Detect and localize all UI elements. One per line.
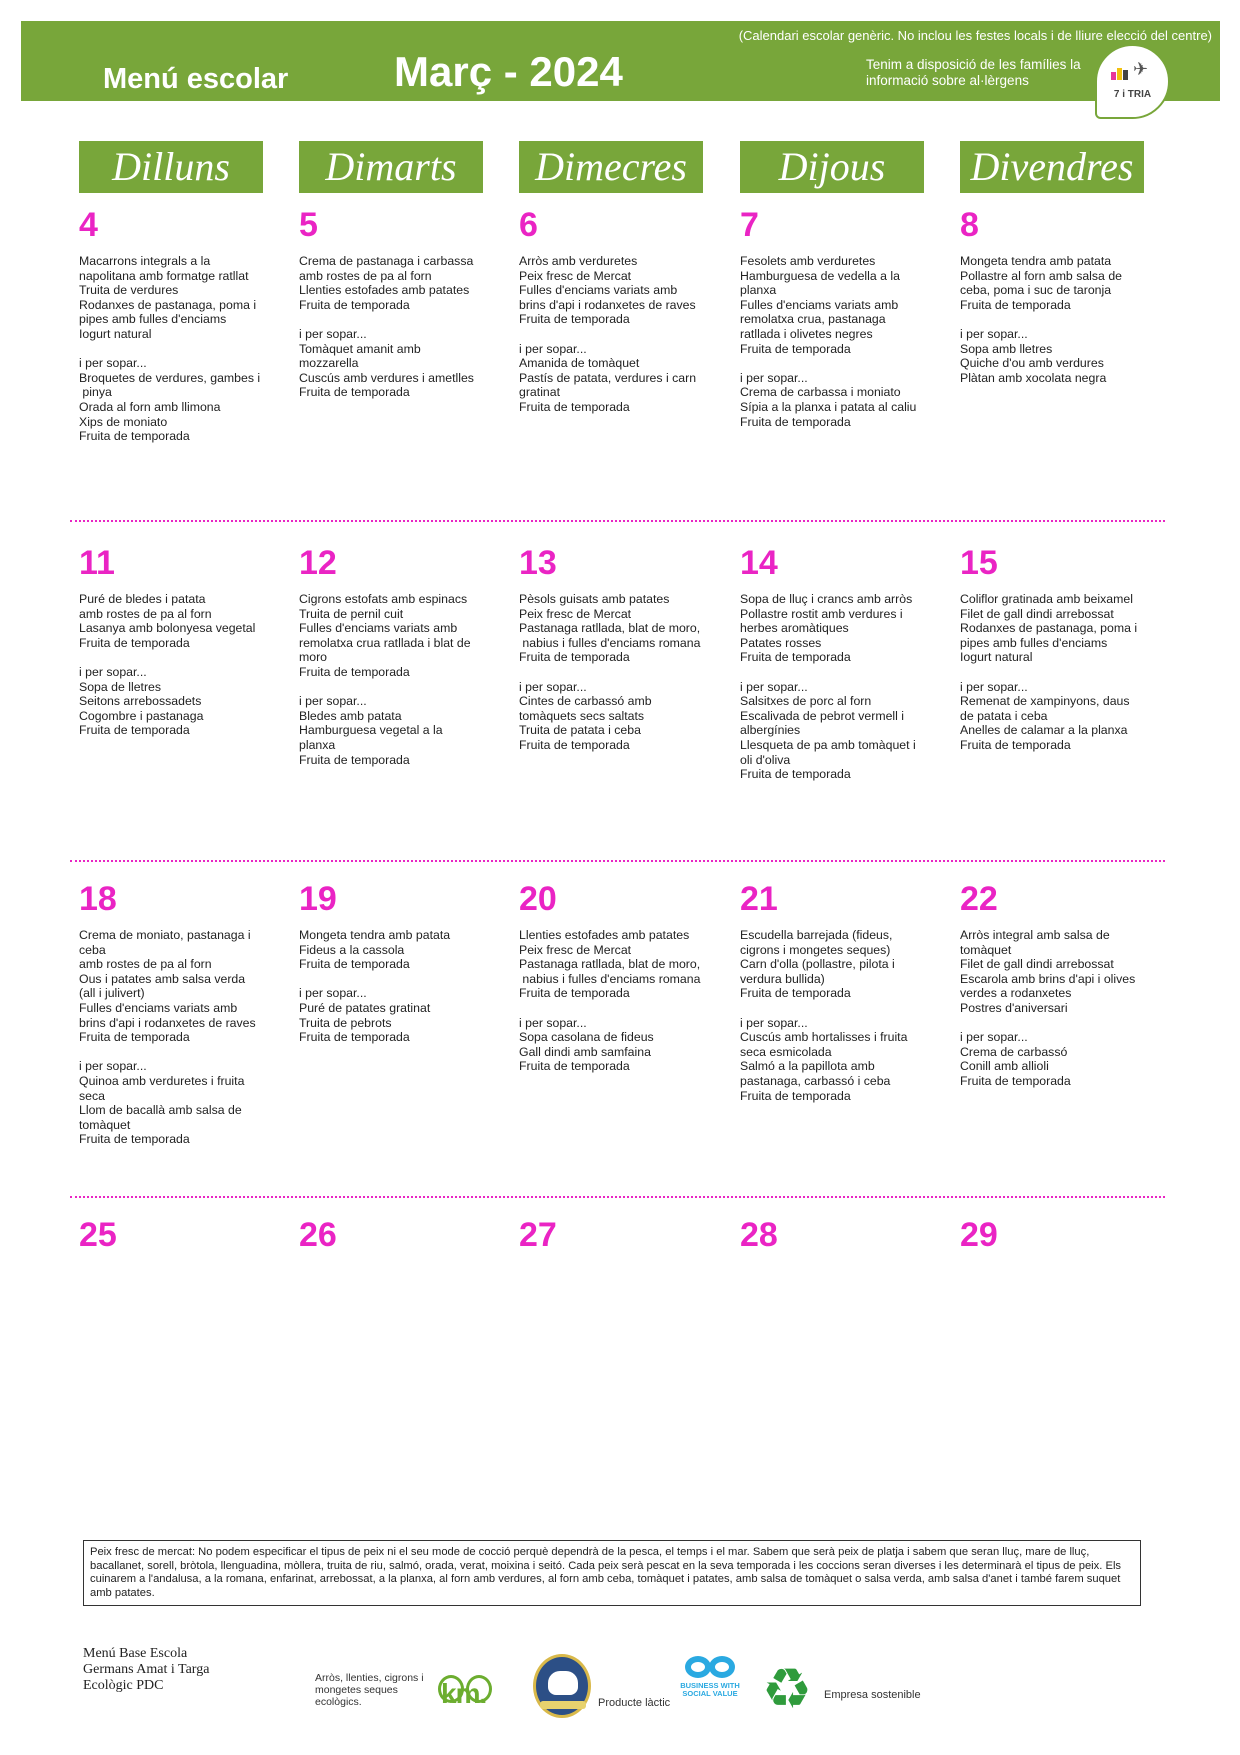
- meal-line: brins d'api i rodanxetes de raves: [79, 1015, 256, 1030]
- meal-line: Fruita de temporada: [299, 297, 410, 312]
- meal-line: [740, 356, 925, 371]
- meal-line: Fulles d'enciams variats amb: [79, 1000, 238, 1015]
- week-separator: [70, 860, 1165, 862]
- day-number: 13: [519, 544, 557, 582]
- meal-line: Ous i patates amb salsa verda: [79, 971, 246, 986]
- day-cell: [79, 208, 264, 444]
- meal-line: Pollastre rostit amb verdures i: [740, 606, 903, 621]
- meal-line: Filet de gall dindi arrebossat: [960, 957, 1114, 972]
- day-cell: [79, 546, 264, 738]
- meal-line: Escarola amb brins d'api i olives: [960, 971, 1136, 986]
- meal-line: Fruita de temporada: [299, 664, 410, 679]
- meal-line: Seitons arrebossadets: [79, 694, 202, 709]
- meal-line: amb rostes de pa al forn: [79, 957, 212, 972]
- meal-line: cigrons i mongetes seques): [740, 942, 891, 957]
- cow-logo: [533, 1654, 591, 1718]
- meal-line: Postres d'aniversari: [960, 1000, 1068, 1015]
- meal-line: tomàquets secs saltats: [519, 708, 645, 723]
- meal-line: remolatxa crua ratllada i blat de: [299, 635, 471, 650]
- bird-icon: ✈: [1133, 59, 1149, 79]
- meal-line: Peix fresc de Mercat: [519, 268, 632, 283]
- meal-list: [79, 928, 264, 1147]
- meal-line: seca esmicolada: [740, 1044, 832, 1059]
- meal-line: Truita de pernil cuit: [299, 606, 404, 621]
- km0-label: km.: [438, 1675, 464, 1703]
- meal-list: [299, 928, 484, 1045]
- day-cell: [519, 1218, 704, 1264]
- meal-line: i per sopar...: [740, 370, 808, 385]
- meal-line: Fruita de temporada: [79, 635, 190, 650]
- meal-line: i per sopar...: [79, 664, 147, 679]
- day-cell: [740, 1218, 925, 1264]
- meal-line: Fruita de temporada: [519, 312, 630, 327]
- day-number: 14: [740, 544, 778, 582]
- day-cell: [519, 882, 704, 1074]
- meal-line: Conill amb allioli: [960, 1059, 1049, 1074]
- meal-line: Fruita de temporada: [740, 1088, 851, 1103]
- meal-line: Escudella barrejada (fideus,: [740, 928, 893, 942]
- meal-line: Fruita de temporada: [740, 341, 851, 356]
- bsv-label: BUSINESS WITH SOCIAL VALUE: [680, 1681, 740, 1698]
- weekday-header: Dimecres: [519, 141, 703, 193]
- menu-base-line: Ecològic PDC: [83, 1678, 164, 1693]
- meal-line: herbes aromàtiques: [740, 621, 849, 636]
- meal-line: Fruita de temporada: [740, 986, 851, 1001]
- meal-list: [740, 592, 925, 782]
- meal-line: Amanida de tomàquet: [519, 356, 640, 371]
- meal-line: Salmó a la papillota amb: [740, 1059, 875, 1074]
- meal-line: Crema de moniato, pastanaga i: [79, 928, 251, 942]
- meal-line: Mongeta tendra amb patata: [960, 254, 1112, 268]
- meal-line: Fesolets amb verduretes: [740, 254, 876, 268]
- meal-line: [299, 972, 484, 987]
- day-cell: [960, 1218, 1145, 1264]
- meal-line: Fruita de temporada: [299, 957, 410, 972]
- meal-line: Fruita de temporada: [740, 650, 851, 665]
- week-separator: [70, 520, 1165, 522]
- meal-line: Fruita de temporada: [79, 1030, 190, 1045]
- meal-line: Fruita de temporada: [960, 737, 1071, 752]
- meal-line: verdura bullida): [740, 971, 825, 986]
- meal-line: i per sopar...: [740, 1015, 808, 1030]
- page-title: Menú escolar: [103, 63, 289, 95]
- day-cell: [79, 1218, 264, 1264]
- meal-line: [740, 1001, 925, 1016]
- meal-line: Truita de verdures: [79, 283, 179, 298]
- day-number: 25: [79, 1216, 117, 1254]
- weekday-header: Dijous: [740, 141, 924, 193]
- meal-line: Iogurt natural: [79, 326, 152, 341]
- meal-line: i per sopar...: [519, 341, 587, 356]
- lactic-label: Producte làctic: [598, 1697, 671, 1709]
- meal-line: tomàquet: [79, 1117, 131, 1132]
- meal-line: Fruita de temporada: [519, 986, 630, 1001]
- day-number: 6: [519, 206, 538, 244]
- day-number: 26: [299, 1216, 337, 1254]
- meal-line: Puré de bledes i patata: [79, 592, 206, 606]
- meal-line: Cigrons estofats amb espinacs: [299, 592, 468, 606]
- meal-line: planxa: [740, 283, 777, 298]
- day-number: 22: [960, 880, 998, 918]
- meal-line: Hamburguesa de vedella a la: [740, 268, 900, 283]
- meal-line: nabius i fulles d'enciams romana: [519, 971, 701, 986]
- meal-line: Crema de carbassó: [960, 1044, 1068, 1059]
- meal-list: [79, 254, 264, 444]
- fish-note: Peix fresc de mercat: No podem especificar el tipus de peix ni el seu mode de cocció perquè dependrà de la pesca, el temps i el mar. Sabem que serà peix de platja i sabem que seran lluç, mare de lluç, bacallanet, sorell, bròtola, llenguadina, mòllera, truita de riu, salmó, orada, verat, moixina i seitó. Cada peix serà pescat en la seva temporada i les coccions seran diverses i les determinarà el tipus de peix. Els cuinarem a l'andalusa, a la romana, enfarinat, arrebossat, a la planxa, al forn amb verdures, al forn amb ceba, tomàquet i patates, amb salsa de tomàquet o salsa verda, amb salsa d'anet i també farem suquet amb patates.: [83, 1540, 1141, 1606]
- meal-line: Sopa casolana de fideus: [519, 1030, 654, 1045]
- week-separator: [70, 1196, 1165, 1198]
- meal-line: Remenat de xampinyons, daus: [960, 694, 1130, 709]
- meal-line: ceba: [79, 942, 106, 957]
- meal-line: [79, 342, 264, 357]
- day-cell: [79, 882, 264, 1147]
- menu-base: [83, 1646, 209, 1694]
- meal-line: Fruita de temporada: [299, 752, 410, 767]
- day-cell: [960, 208, 1145, 385]
- meal-line: i per sopar...: [519, 679, 587, 694]
- eco-text: Arròs, llenties, cigrons i mongetes seques ecològics.: [315, 1672, 424, 1708]
- meal-line: oli d'oliva: [740, 752, 791, 767]
- meal-line: tomàquet: [960, 942, 1012, 957]
- meal-line: Filet de gall dindi arrebossat: [960, 606, 1114, 621]
- km0-logo: [436, 1675, 492, 1707]
- menu-base-line: Germans Amat i Targa: [83, 1662, 210, 1677]
- meal-line: [79, 650, 264, 665]
- meal-line: i per sopar...: [960, 1030, 1028, 1045]
- business-social-value-logo: [680, 1656, 740, 1720]
- meal-line: Puré de patates gratinat: [299, 1000, 431, 1015]
- meal-line: i per sopar...: [79, 1059, 147, 1074]
- meal-line: Mongeta tendra amb patata: [299, 928, 451, 942]
- day-number: 4: [79, 206, 98, 244]
- meal-line: Fruita de temporada: [740, 414, 851, 429]
- meal-line: Cuscús amb verdures i ametlles: [299, 370, 474, 385]
- meal-line: Rodanxes de pastanaga, poma i: [79, 297, 257, 312]
- meal-line: i per sopar...: [299, 694, 367, 709]
- meal-line: [740, 665, 925, 680]
- header-banner: [21, 21, 1220, 101]
- meal-line: pastanaga, carbassó i ceba: [740, 1073, 891, 1088]
- meal-line: Coliflor gratinada amb beixamel: [960, 592, 1133, 606]
- meal-line: Iogurt natural: [960, 650, 1033, 665]
- day-number: 12: [299, 544, 337, 582]
- meal-line: Cintes de carbassó amb: [519, 694, 652, 709]
- meal-line: i per sopar...: [299, 986, 367, 1001]
- meal-line: Carn d'olla (pollastre, pilota i: [740, 957, 895, 972]
- meal-list: [519, 592, 704, 753]
- meal-line: Broquetes de verdures, gambes i: [79, 370, 261, 385]
- meal-line: [299, 312, 484, 327]
- meal-line: Cogombre i pastanaga: [79, 708, 204, 723]
- meal-line: Patates rosses: [740, 635, 822, 650]
- meal-line: Pastís de patata, verdures i carn: [519, 370, 697, 385]
- meal-line: [299, 680, 484, 695]
- meal-line: Fruita de temporada: [79, 723, 190, 738]
- meal-list: [79, 592, 264, 738]
- meal-line: i per sopar...: [740, 679, 808, 694]
- meal-line: de patata i ceba: [960, 708, 1048, 723]
- day-number: 11: [79, 544, 115, 582]
- meal-line: Arròs amb verduretes: [519, 254, 638, 268]
- allergen-info: Tenim a disposició de les famílies la informació sobre al·lèrgens: [866, 57, 1081, 88]
- meal-line: Pollastre al forn amb salsa de: [960, 268, 1122, 283]
- infinity-icon: [685, 1656, 711, 1678]
- meal-line: pipes amb fulles d'enciams: [960, 635, 1108, 650]
- meal-line: Plàtan amb xocolata negra: [960, 370, 1107, 385]
- meal-list: [960, 928, 1145, 1089]
- meal-line: [519, 327, 704, 342]
- meal-line: Crema de pastanaga i carbassa: [299, 254, 474, 268]
- meal-line: [519, 665, 704, 680]
- meal-line: Bledes amb patata: [299, 708, 402, 723]
- meal-line: Gall dindi amb samfaina: [519, 1044, 651, 1059]
- 7itria-logo: [1095, 44, 1170, 119]
- meal-line: Pastanaga ratllada, blat de moro,: [519, 621, 701, 636]
- meal-line: mozzarella: [299, 356, 359, 371]
- calendar-note: (Calendari escolar genèric. No inclou les festes locals i de lliure elecció del centre): [738, 28, 1212, 43]
- meal-line: Llenties estofades amb patates: [299, 283, 470, 298]
- recycle-icon: ♻: [761, 1657, 813, 1720]
- meal-line: i per sopar...: [79, 356, 147, 371]
- meal-line: Fruita de temporada: [79, 1132, 190, 1147]
- meal-line: Peix fresc de Mercat: [519, 942, 632, 957]
- meal-line: Tomàquet amanit amb: [299, 341, 421, 356]
- empresa-label: Empresa sostenible: [824, 1689, 921, 1701]
- meal-line: Sípia a la planxa i patata al caliu: [740, 399, 917, 414]
- meal-list: [519, 928, 704, 1074]
- meal-line: Fruita de temporada: [519, 650, 630, 665]
- day-number: 20: [519, 880, 557, 918]
- day-number: 27: [519, 1216, 557, 1254]
- month-title: Març - 2024: [394, 48, 623, 95]
- day-number: 28: [740, 1216, 778, 1254]
- meal-line: Rodanxes de pastanaga, poma i: [960, 621, 1138, 636]
- meal-line: Lasanya amb bolonyesa vegetal: [79, 621, 256, 636]
- meal-line: Fruita de temporada: [519, 399, 630, 414]
- meal-list: [519, 254, 704, 415]
- meal-line: i per sopar...: [299, 326, 367, 341]
- meal-line: Fruita de temporada: [519, 1059, 630, 1074]
- meal-line: Fruita de temporada: [960, 297, 1071, 312]
- meal-line: Fulles d'enciams variats amb: [299, 621, 458, 636]
- meal-line: i per sopar...: [960, 679, 1028, 694]
- meal-line: Peix fresc de Mercat: [519, 606, 632, 621]
- meal-line: Sopa de lletres: [79, 679, 162, 694]
- meal-line: Fulles d'enciams variats amb: [519, 283, 678, 298]
- day-cell: [740, 882, 925, 1103]
- meal-line: Fulles d'enciams variats amb: [740, 297, 899, 312]
- meal-line: Fruita de temporada: [299, 1030, 410, 1045]
- meal-line: brins d'api i rodanxetes de raves: [519, 297, 696, 312]
- day-cell: [740, 546, 925, 782]
- meal-line: verdes a rodanxetes: [960, 986, 1072, 1001]
- day-number: 7: [740, 206, 759, 244]
- meal-line: Hamburguesa vegetal a la: [299, 723, 443, 738]
- meal-line: moro: [299, 650, 328, 665]
- day-number: 8: [960, 206, 979, 244]
- meal-line: gratinat: [519, 385, 561, 400]
- meal-line: Sopa amb lletres: [960, 341, 1053, 356]
- meal-line: i per sopar...: [960, 326, 1028, 341]
- day-cell: [299, 882, 484, 1045]
- day-cell: [299, 546, 484, 767]
- meal-line: Llesqueta de pa amb tomàquet i: [740, 737, 916, 752]
- meal-line: Fruita de temporada: [299, 385, 410, 400]
- meal-list: [740, 254, 925, 429]
- leaf-icon: [466, 1675, 492, 1703]
- meal-list: [960, 592, 1145, 753]
- meal-line: Anelles de calamar a la planxa: [960, 723, 1128, 738]
- meal-line: pipes amb fulles d'enciams: [79, 312, 227, 327]
- meal-line: [79, 1045, 264, 1060]
- weekday-header: Divendres: [960, 141, 1144, 193]
- meal-line: Arròs integral amb salsa de: [960, 928, 1110, 942]
- day-cell: [960, 546, 1145, 753]
- meal-line: (all i julivert): [79, 986, 145, 1001]
- meal-line: Pastanaga ratllada, blat de moro,: [519, 957, 701, 972]
- meal-line: seca: [79, 1088, 105, 1103]
- meal-line: Xips de moniato: [79, 414, 168, 429]
- meal-line: Fruita de temporada: [740, 767, 851, 782]
- meal-line: Crema de carbassa i moniato: [740, 385, 901, 400]
- day-number: 15: [960, 544, 998, 582]
- meal-line: Llenties estofades amb patates: [519, 928, 690, 942]
- menu-base-line: Menú Base Escola: [83, 1646, 188, 1661]
- day-number: 18: [79, 880, 117, 918]
- day-cell: [299, 1218, 484, 1264]
- meal-line: amb rostes de pa al forn: [79, 606, 212, 621]
- meal-line: [960, 312, 1145, 327]
- meal-line: Truita de pebrots: [299, 1015, 392, 1030]
- meal-line: albergínies: [740, 723, 801, 738]
- day-number: 5: [299, 206, 318, 244]
- day-cell: [960, 882, 1145, 1089]
- meal-line: napolitana amb formatge ratllat: [79, 268, 249, 283]
- meal-line: [519, 1001, 704, 1016]
- day-number: 21: [740, 880, 778, 918]
- meal-line: ratllada i olivetes negres: [740, 326, 873, 341]
- meal-line: Orada al forn amb llimona: [79, 399, 221, 414]
- meal-list: [960, 254, 1145, 385]
- logo-text: 7 i TRIA: [1113, 89, 1152, 100]
- meal-line: Macarrons integrals a la: [79, 254, 211, 268]
- meal-list: [740, 928, 925, 1103]
- meal-line: [960, 665, 1145, 680]
- meal-line: ceba, poma i suc de taronja: [960, 283, 1112, 298]
- meal-line: Fruita de temporada: [79, 429, 190, 444]
- meal-line: Fruita de temporada: [519, 737, 630, 752]
- meal-line: Salsitxes de porc al forn: [740, 694, 872, 709]
- day-cell: [740, 208, 925, 429]
- day-number: 29: [960, 1216, 998, 1254]
- meal-line: [960, 1016, 1145, 1031]
- day-number: 19: [299, 880, 337, 918]
- meal-line: Llom de bacallà amb salsa de: [79, 1103, 242, 1118]
- meal-line: Truita de patata i ceba: [519, 723, 641, 738]
- meal-line: planxa: [299, 737, 336, 752]
- day-cell: [299, 208, 484, 400]
- meal-line: remolatxa crua, pastanaga: [740, 312, 886, 327]
- meal-line: nabius i fulles d'enciams romana: [519, 635, 701, 650]
- meal-line: amb rostes de pa al forn: [299, 268, 432, 283]
- meal-list: [299, 592, 484, 767]
- meal-line: Quinoa amb verduretes i fruita: [79, 1073, 245, 1088]
- meal-line: Fruita de temporada: [960, 1073, 1071, 1088]
- bars-icon: [1111, 66, 1133, 80]
- meal-line: Fideus a la cassola: [299, 942, 405, 957]
- day-cell: [519, 546, 704, 753]
- meal-line: Quiche d'ou amb verdures: [960, 356, 1104, 371]
- day-cell: [519, 208, 704, 415]
- meal-line: Cuscús amb hortalisses i fruita: [740, 1030, 908, 1045]
- meal-line: Escalivada de pebrot vermell i: [740, 708, 905, 723]
- weekday-header: Dilluns: [79, 141, 263, 193]
- meal-line: Pèsols guisats amb patates: [519, 592, 670, 606]
- weekday-header: Dimarts: [299, 141, 483, 193]
- meal-line: Sopa de lluç i crancs amb arròs: [740, 592, 913, 606]
- meal-list: [299, 254, 484, 400]
- meal-line: pinya: [79, 385, 112, 400]
- meal-line: i per sopar...: [519, 1015, 587, 1030]
